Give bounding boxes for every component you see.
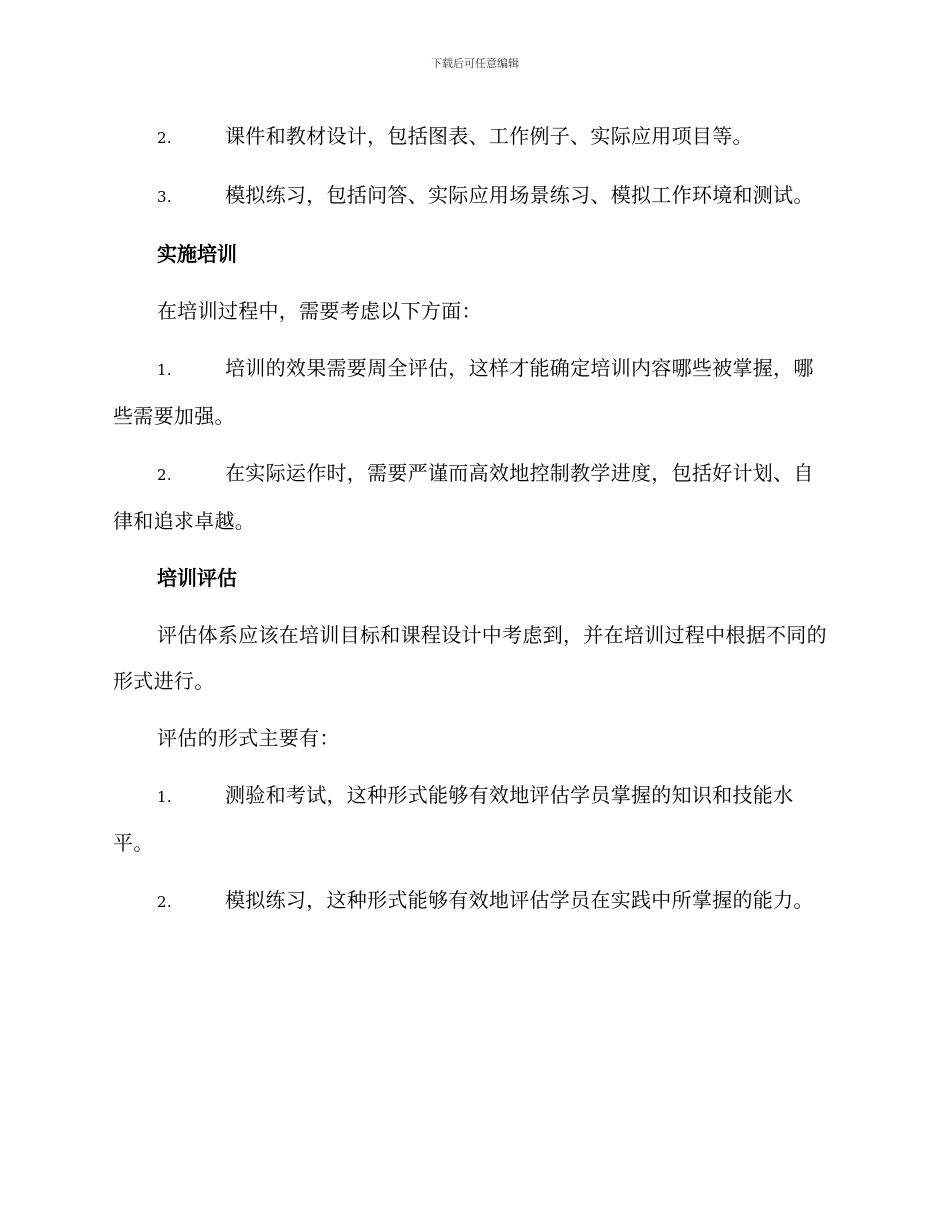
list-item <box>113 772 833 866</box>
list-number: 2. <box>157 893 172 911</box>
list-text: 模拟练习，包括问答、实际应用场景练习、模拟工作环境和测试。 <box>225 183 814 207</box>
list-text: 测验和考试，这种形式能够有效地评估学员掌握的知识和技能水平。 <box>113 783 794 855</box>
list-item <box>113 450 833 544</box>
list-number: 2. <box>157 466 172 484</box>
list-text: 在实际运作时，需要严谨而高效地控制教学进度，包括好计划、自律和追求卓越。 <box>113 461 814 533</box>
list-item <box>113 877 833 925</box>
list-number: 1. <box>157 788 172 806</box>
document-body <box>113 113 833 936</box>
list-item <box>113 113 833 161</box>
list-text: 培训的效果需要周全评估，这样才能确定培训内容哪些被掌握，哪些需要加强。 <box>113 356 814 428</box>
list-text: 课件和教材设计，包括图表、工作例子、实际应用项目等。 <box>225 124 753 148</box>
list-number: 2. <box>157 129 172 147</box>
section-heading: 培训评估 <box>157 566 237 590</box>
list-item <box>113 172 833 220</box>
list-text: 模拟练习，这种形式能够有效地评估学员在实践中所掌握的能力。 <box>225 888 814 912</box>
section-heading: 实施培训 <box>157 242 237 266</box>
paragraph: 评估体系应该在培训目标和课程设计中考虑到，并在培训过程中根据不同的形式进行。 <box>113 623 827 693</box>
list-item <box>113 345 833 439</box>
paragraph: 评估的形式主要有： <box>157 726 340 750</box>
list-number: 3. <box>157 188 172 206</box>
list-number: 1. <box>157 361 172 379</box>
paragraph: 在培训过程中，需要考虑以下方面： <box>157 299 482 323</box>
page-header: 下载后可任意编辑 <box>431 57 519 70</box>
